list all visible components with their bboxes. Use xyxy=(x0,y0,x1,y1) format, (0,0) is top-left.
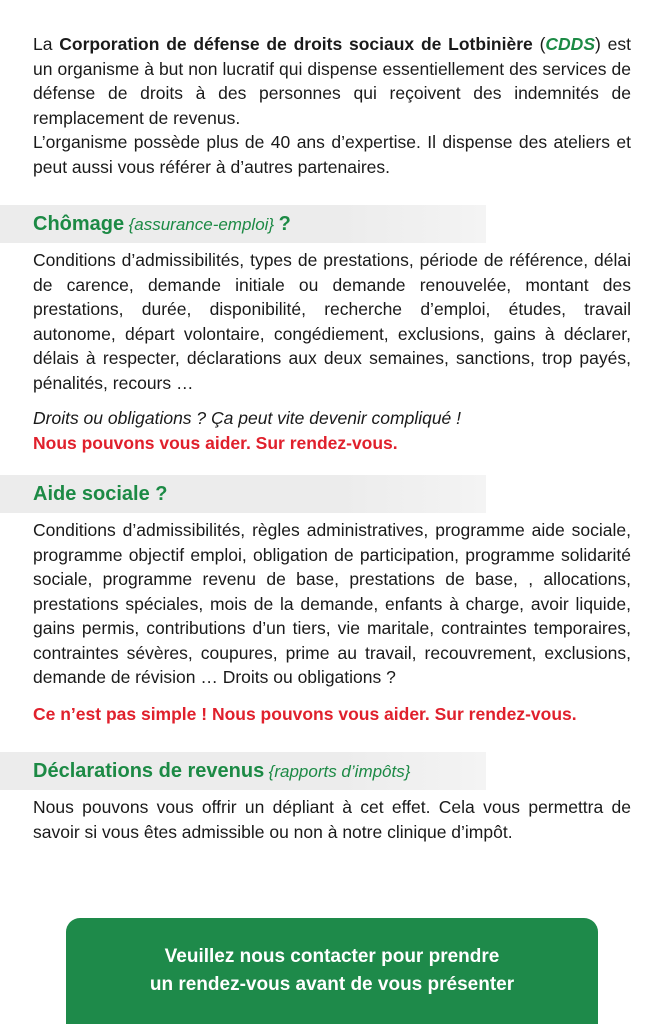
intro-description: est un organisme à but non lucratif qui dispense essentiellement des services de défense de droits à des personnes qui reçoivent des indemnités de remplacement de revenus. xyxy=(33,34,631,128)
section-title-declarations: Déclarations de revenus xyxy=(33,760,265,782)
contact-banner-line-2: un rendez-vous avant de vous présenter xyxy=(149,974,515,995)
section-header-declarations xyxy=(0,752,486,790)
declarations-body: Nous pouvons vous offrir un dépliant à cet effet. Cela vous permettra de savoir si vous êtes admissible ou non à notre clinique d’impôt. xyxy=(33,797,631,842)
aide-sociale-red-line: Ce n’est pas simple ! Nous pouvons vous aider. Sur rendez-vous. xyxy=(33,703,577,724)
contact-banner xyxy=(66,918,598,1024)
chomage-italic-line: Droits ou obligations ? Ça peut vite devenir compliqué ! xyxy=(33,408,462,428)
section-subtitle-chomage: {assurance-emploi} xyxy=(128,215,275,234)
chomage-body: Conditions d’admissibilités, types de prestations, période de référence, délai de carence, demande initiale ou demande renouvelée, montant des prestations, durée, disponibilité, recherche d’emploi, études, travail autonome, départ volontaire, congédiement, exclusions, gains à déclarer, délais à respecter, déclarations aux deux semaines, sanctions, trop payés, pénalités, recours … xyxy=(33,250,631,393)
intro-text: La xyxy=(33,34,60,54)
organization-name: Corporation de défense de droits sociaux de Lotbinière xyxy=(59,34,533,54)
organization-abbreviation: CDDS xyxy=(545,34,595,54)
section-question-chomage: ? xyxy=(278,213,291,235)
section-subtitle-declarations: {rapports d’impôts} xyxy=(268,762,411,781)
paren-open: ( xyxy=(532,34,546,54)
intro-paragraph xyxy=(33,32,631,130)
section-header-aide-sociale xyxy=(0,475,486,513)
paren-close: ) xyxy=(595,34,601,54)
aide-sociale-body: Conditions d’admissibilités, règles administratives, programme aide sociale, programme objectif emploi, obligation de participation, programme solidarité sociale, programme revenu de base, prestations de base, , allocations, prestations spéciales, mois de la demande, enfants à charge, avoir liquide, gains permis, contributions d’un tiers, vie maritale, contraintes temporaires, contraintes sévères, coupures, prime au travail, recouvrement, exclusions, demande de révision … Droits ou obligations ? xyxy=(33,520,631,687)
contact-banner-line-1: Veuillez nous contacter pour prendre xyxy=(164,946,500,967)
chomage-red-line: Nous pouvons vous aider. Sur rendez-vous. xyxy=(33,432,398,453)
section-title-chomage: Chômage xyxy=(33,213,125,235)
section-header-chomage xyxy=(0,205,486,243)
document-body xyxy=(33,32,631,844)
intro-expertise: L’organisme possède plus de 40 ans d’expertise. Il dispense des ateliers et peut aussi vous référer à d’autres partenaires. xyxy=(33,132,631,177)
section-title-aide-sociale: Aide sociale ? xyxy=(33,483,168,505)
